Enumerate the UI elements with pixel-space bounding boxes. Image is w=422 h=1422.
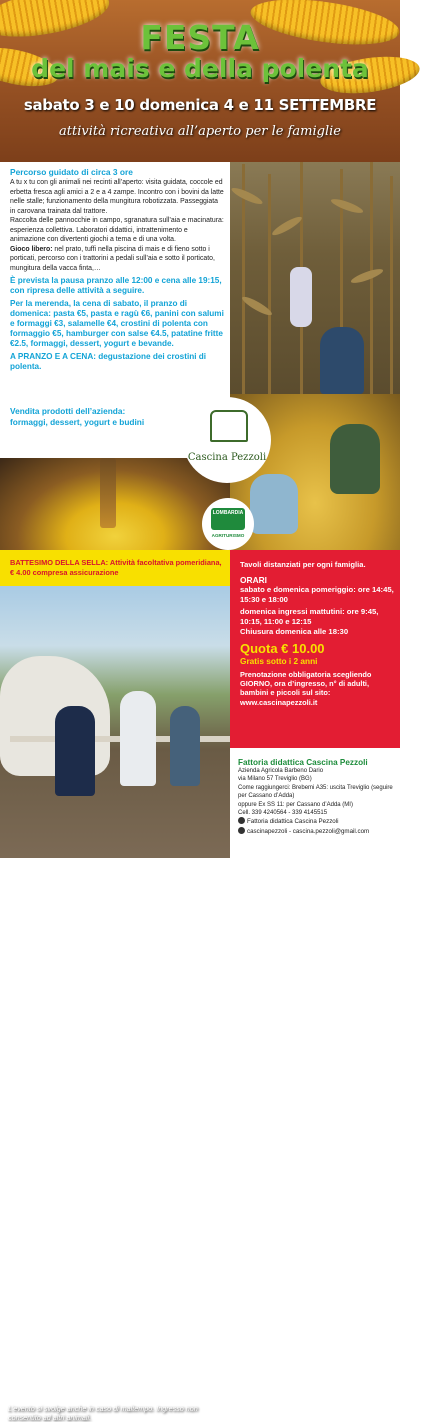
social-label: cascinapezzoli - cascina.pezzoli@gmail.com (247, 828, 370, 836)
contact-line: oppure Ex SS 11: per Cassano d’Adda (MI) (238, 801, 353, 808)
logo-top-text: LOMBARDIA (212, 510, 244, 516)
gioco-label: Gioco libero: (10, 245, 53, 253)
child-figure (250, 474, 298, 534)
contacts-title: Fattoria didattica Cascina Pezzoli (238, 758, 368, 767)
quota-price: Quota € 10.00 (240, 641, 325, 656)
event-dates: sabato 3 e 10 domenica 4 e 11 SETTEMBRE (23, 96, 377, 114)
logo-text: Cascina Pezzoli (187, 452, 267, 463)
logo-bottom-text: AGRITURISMO (211, 533, 245, 538)
percorso-text2: Raccolta delle pannocchie in campo, sgranatura sull’aia e macinatura: esperienza collettiva. Laboratori didattici, intrattenimento e animazione con divertenti giochi a tema e di una volta. (10, 217, 224, 243)
vendita-text: Vendita prodotti dell’azienda: formaggi, dessert, yogurt e budini (10, 406, 145, 427)
prenotazione-text: Prenotazione obbligatoria scegliendo GIORNO, ora d’ingresso, n° di adulti, bambini e piccoli sul sito: www.cascinapezzoli.it (240, 670, 372, 707)
pranzo-text: A PRANZO E A CENA: degustazione dei crostini di polenta. (10, 352, 207, 371)
child-figure (170, 706, 200, 786)
lombardia-agriturismo-logo (202, 498, 254, 550)
chiusura-text: Chiusura domenica alle 18:30 (240, 627, 349, 636)
facebook-icon (238, 817, 245, 824)
gioco-desc: nel prato, tuffi nella piscina di mais e di fieno sotto i porticati, percorso con i trattorini a pedali sull’aia e sotto il porticato, mungitura della vacca finta,… (10, 245, 215, 272)
polenta-photo (0, 458, 230, 550)
tavoli-text: Tavoli distanziati per ogni famiglia. (240, 560, 366, 569)
pausa-text: È prevista la pausa pranzo alle 12:00 e cena alle 19:15, con ripresa delle attività a seguire. (10, 276, 222, 295)
event-tagline: attività ricreativa all’aperto per le famiglie (59, 124, 341, 139)
child-figure (320, 327, 364, 394)
child-figure (55, 706, 95, 796)
child-figure (330, 424, 380, 494)
header-banner (0, 0, 400, 162)
festa-subtitle: del mais e della polenta (31, 54, 369, 83)
facebook-link[interactable] (238, 817, 396, 827)
ladle-icon (100, 458, 116, 528)
weather-caption: L’evento si svolge anche in caso di maltempo. Ingresso non consentito ad altri animali. (8, 1404, 198, 1422)
child-figure (120, 691, 156, 786)
merenda-text: Per la merenda, la cena di sabato, il pranzo di domenica: pasta €5, pasta e ragù €6, panini con salumi e formaggi €3, salamelle €4, crostini di polenta con formaggio €5, hamburger con salse €4.5, patatine fritte €2.5, formaggi, dessert, yogurt e bevande. (10, 299, 224, 348)
instagram-email-link[interactable] (238, 827, 396, 837)
orari-label: ORARI (240, 575, 267, 585)
facebook-label: Fattoria didattica Cascina Pezzoli (247, 818, 339, 826)
cascina-pezzoli-logo (186, 400, 268, 480)
horses-photo (0, 586, 230, 1422)
gratis-text: Gratis sotto i 2 anni (240, 656, 318, 666)
contact-line: Come raggiungerci: Brebemi A35: uscita Treviglio (seguire per Cassano d’Adda) (238, 784, 393, 800)
contact-line: via Milano 57 Treviglio (BG) (238, 776, 312, 783)
instagram-icon (238, 827, 245, 834)
child-figure (290, 267, 312, 327)
orari-sabato: sabato e domenica pomeriggio: ore 14:45, 15:30 e 18:00 (240, 585, 394, 604)
gioco-text (10, 245, 224, 274)
cornfield-photo (230, 162, 400, 394)
contact-line: Azienda Agricola Barbeno Dario (238, 768, 324, 774)
contacts-panel (230, 748, 400, 858)
info-panel (230, 550, 400, 748)
orari-domenica: domenica ingressi mattutini: ore 9:45, 10:15, 11:00 e 12:15 (240, 607, 379, 626)
percorso-text: A tu x tu con gli animali nei recinti all’aperto: visita guidata, coccole ed erbetta fresca agli amici a 2 e a 4 zampe. Incontro con i bovini da latte nelle stalle; funzionamento della mungitura robotizzata. Passeggiata in carovana trainata dal trattore. (10, 179, 224, 215)
program-text (0, 162, 230, 394)
battesimo-band: BATTESIMO DELLA SELLA: Attività facoltativa pomeridiana, € 4.00 compresa assicurazione (0, 550, 230, 586)
house-icon (210, 410, 248, 442)
percorso-title: Percorso guidato di circa 3 ore (10, 167, 133, 177)
phone-line: Cell. 339 4240564 - 339 4145515 (238, 810, 328, 817)
festa-title: FESTA (140, 18, 260, 57)
